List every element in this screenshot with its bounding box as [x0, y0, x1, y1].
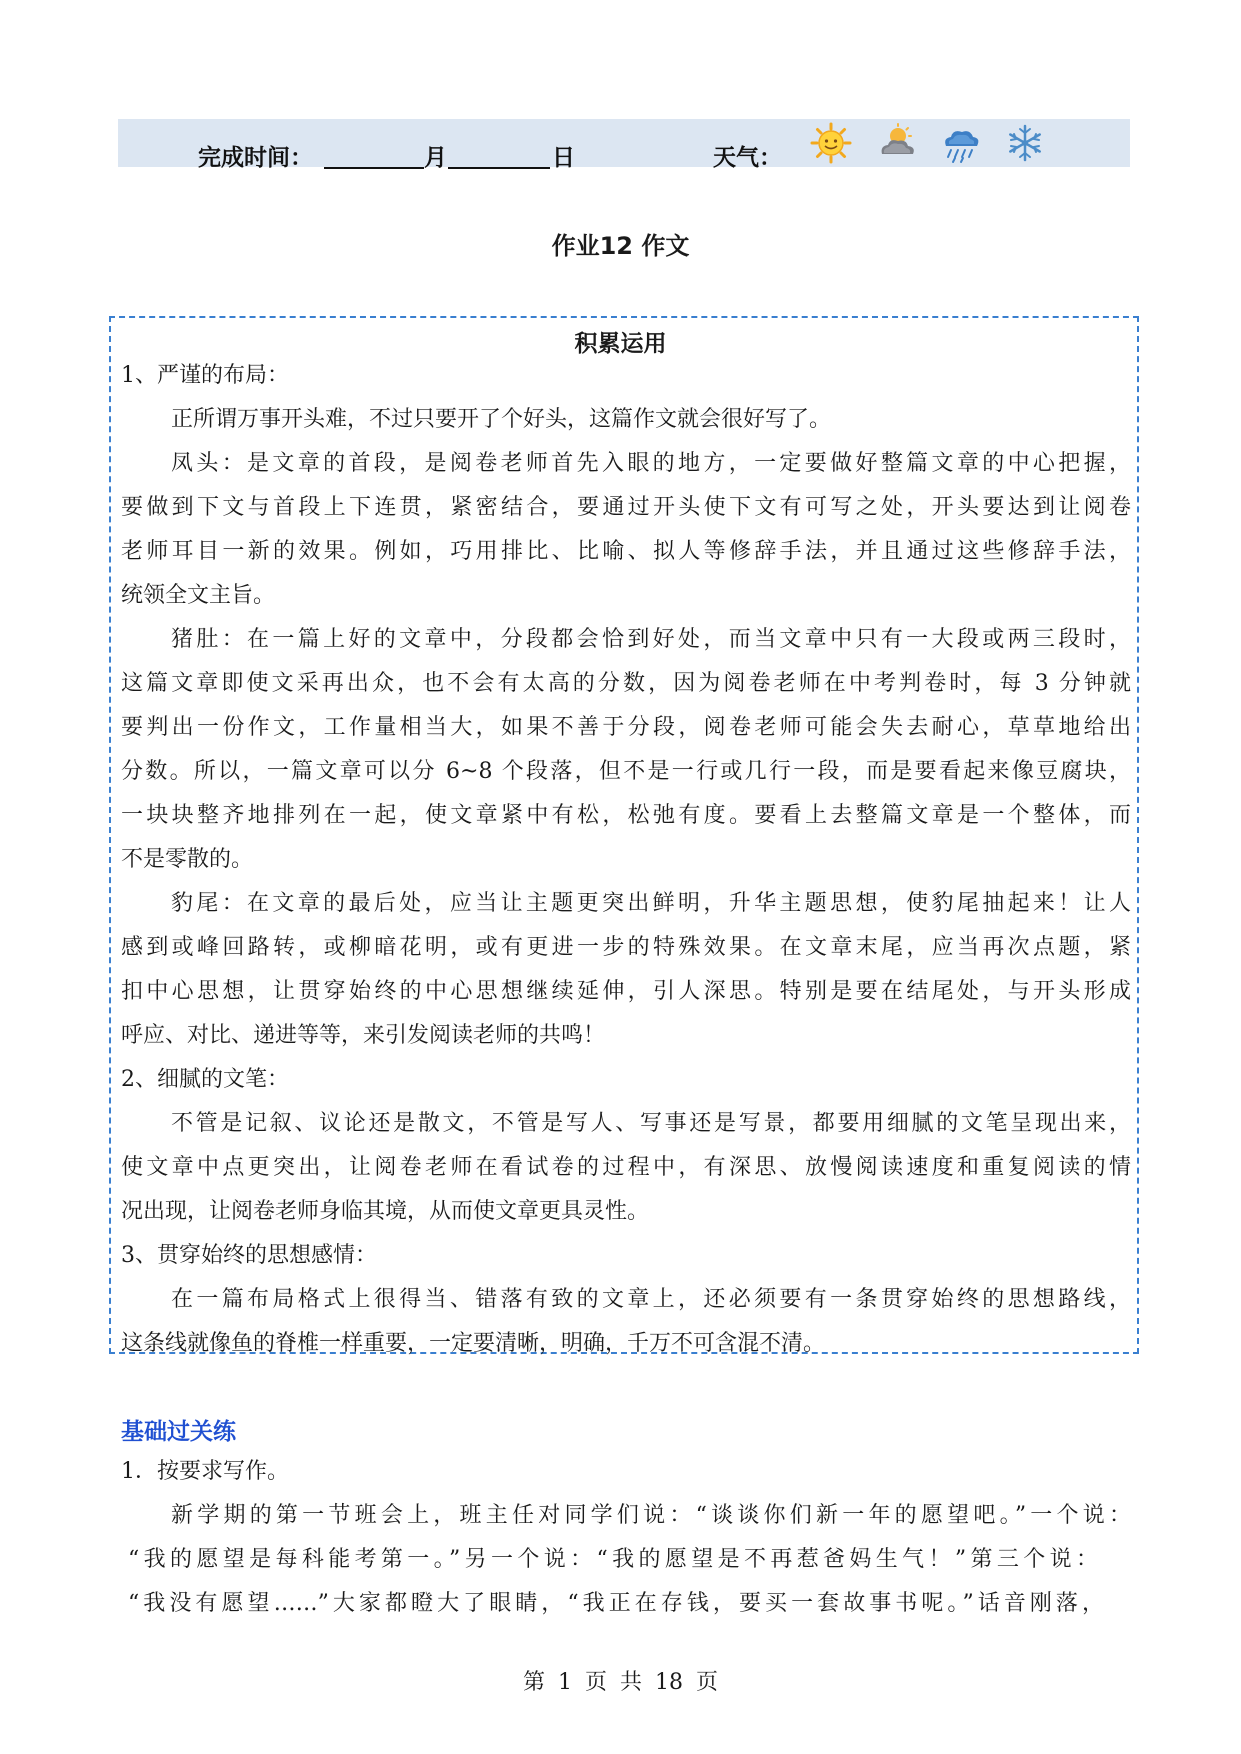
box-line: 感到或峰回路转，或柳暗花明，或有更进一步的特殊效果。在文章末尾，应当再次点题，紧	[121, 935, 1131, 960]
weather-label: 天气：	[713, 145, 782, 171]
box-line: 不是零散的。	[121, 847, 254, 872]
question-line: “我的愿望是每科能考第一。”另一个说：“我的愿望是不再惹爸妈生气！”第三个说：	[128, 1547, 1098, 1572]
box-line: 在一篇布局格式上很得当、错落有致的文章上，还必须要有一条贯穿始终的思想路线，	[171, 1287, 1131, 1312]
partly-cloudy-icon[interactable]	[876, 122, 918, 164]
box-line: 呼应、对比、递进等等，来引发阅读老师的共鸣！	[121, 1023, 606, 1048]
completion-time-label: 完成时间：	[198, 145, 313, 171]
month-blank[interactable]	[324, 167, 424, 169]
sun-icon[interactable]	[810, 122, 852, 164]
month-label: 月	[424, 145, 447, 171]
page-footer: 第 1 页 共 18 页	[523, 1670, 718, 1695]
question-line: 新学期的第一节班会上，班主任对同学们说：“谈谈你们新一年的愿望吧。”一个说：	[171, 1503, 1131, 1528]
box-line: 要做到下文与首段上下连贯，紧密结合，要通过开头使下文有可写之处，开头要达到让阅卷	[121, 495, 1131, 520]
question-line: “我没有愿望……”大家都瞪大了眼睛，“我正在存钱，要买一套故事书呢。”话音刚落，	[128, 1591, 1104, 1616]
box-line: 1、严谨的布局：	[121, 363, 289, 388]
box-line: 分数。所以，一篇文章可以分 6~8 个段落，但不是一行或几行一段，而是要看起来像豆腐块，	[121, 759, 1131, 784]
box-line: 一块块整齐地排列在一起，使文章紧中有松，松弛有度。要看上去整篇文章是一个整体，而	[121, 803, 1131, 828]
rain-icon[interactable]	[940, 122, 982, 164]
box-line: 猪肚：在一篇上好的文章中，分段都会恰到好处，而当文章中只有一大段或两三段时，	[171, 627, 1131, 652]
box-line: 3、贯穿始终的思想感情：	[121, 1243, 377, 1268]
box-line: 老师耳目一新的效果。例如，巧用排比、比喻、拟人等修辞手法，并且通过这些修辞手法，	[121, 539, 1131, 564]
box-line: 要判出一份作文，工作量相当大，如果不善于分段，阅卷老师可能会失去耐心，草草地给出	[121, 715, 1131, 740]
box-line: 扣中心思想，让贯穿始终的中心思想继续延伸，引人深思。特别是要在结尾处，与开头形成	[121, 979, 1131, 1004]
box-line: 凤头：是文章的首段，是阅卷老师首先入眼的地方，一定要做好整篇文章的中心把握，	[171, 451, 1131, 476]
snowflake-icon[interactable]	[1004, 122, 1046, 164]
question-line: 1．按要求写作。	[121, 1459, 289, 1484]
box-line: 2、细腻的文笔：	[121, 1067, 289, 1092]
day-label: 日	[552, 145, 575, 171]
box-line: 不管是记叙、议论还是散文，不管是写人、写事还是写景，都要用细腻的文笔呈现出来，	[171, 1111, 1131, 1136]
box-line: 豹尾：在文章的最后处，应当让主题更突出鲜明，升华主题思想，使豹尾抽起来！让人	[171, 891, 1131, 916]
box-line: 使文章中点更突出，让阅卷老师在看试卷的过程中，有深思、放慢阅读速度和重复阅读的情	[121, 1155, 1131, 1180]
box-line: 这条线就像鱼的脊椎一样重要，一定要清晰，明确，千万不可含混不清。	[121, 1331, 826, 1356]
box-title: 积累运用	[574, 331, 667, 357]
day-blank[interactable]	[448, 167, 550, 169]
box-line: 正所谓万事开头难，不过只要开了个好头，这篇作文就会很好写了。	[171, 407, 832, 432]
section-title: 基础过关练	[121, 1419, 236, 1445]
box-line: 况出现，让阅卷老师身临其境，从而使文章更具灵性。	[121, 1199, 650, 1224]
box-line: 这篇文章即使文采再出众，也不会有太高的分数，因为阅卷老师在中考判卷时，每 3 分钟就	[121, 671, 1131, 696]
page-title: 作业12 作文	[551, 232, 690, 260]
box-line: 统领全文主旨。	[121, 583, 276, 608]
